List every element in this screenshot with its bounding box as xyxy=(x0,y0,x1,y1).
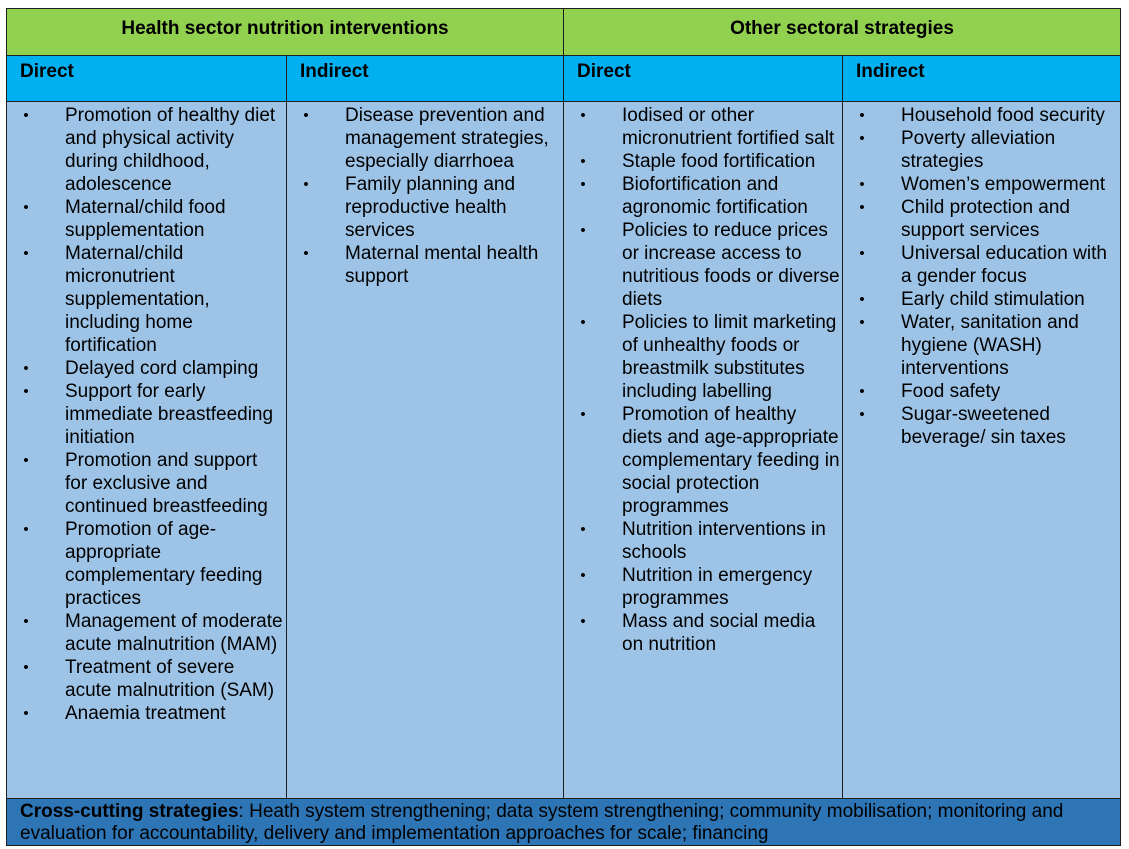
list-item xyxy=(578,518,840,564)
footer-text: : Heath system strengthening; data system strengthening; community mobilisation; monitoring and evaluation for accountability, delivery and implementation approaches for scale; financing xyxy=(20,801,1064,844)
list-item-text: Maternal/child food supplementation xyxy=(65,197,226,241)
subheader-label: Direct xyxy=(577,61,631,82)
list-item xyxy=(857,173,1119,196)
list-item-text: Anaemia treatment xyxy=(65,703,226,724)
list-item xyxy=(301,173,563,242)
list-item-text: Promotion and support for exclusive and continued breastfeeding xyxy=(65,450,268,517)
list-item xyxy=(301,104,563,173)
list-item xyxy=(857,311,1119,380)
list-item-text: Early child stimulation xyxy=(901,289,1085,310)
bullet-list xyxy=(857,104,1119,449)
subheader-health-indirect xyxy=(286,55,564,102)
list-item-text: Family planning and reproductive health services xyxy=(345,174,516,241)
list-item xyxy=(857,403,1119,449)
subheader-health-direct xyxy=(6,55,287,102)
bullet-list xyxy=(578,104,840,656)
bullet-icon: • xyxy=(580,153,586,170)
list-item xyxy=(301,242,563,288)
bullet-icon: • xyxy=(580,521,586,538)
subheader-label: Indirect xyxy=(856,61,925,82)
list-item-text: Policies to reduce prices or increase access to nutritious foods or diverse diets xyxy=(622,220,840,310)
header-other-sectoral xyxy=(563,8,1121,56)
list-item xyxy=(578,564,840,610)
subheader-other-direct xyxy=(563,55,843,102)
bullet-icon: • xyxy=(580,107,586,124)
bullet-icon: • xyxy=(23,521,29,538)
list-item xyxy=(578,403,840,518)
list-item xyxy=(857,196,1119,242)
bullet-icon: • xyxy=(580,176,586,193)
list-item-text: Support for early immediate breastfeeding initiation xyxy=(65,381,274,448)
column-health-direct xyxy=(6,101,287,799)
bullet-icon: • xyxy=(23,705,29,722)
bullet-icon: • xyxy=(859,130,865,147)
list-item-text: Biofortification and agronomic fortification xyxy=(622,174,808,218)
list-item-text: Mass and social media on nutrition xyxy=(622,611,816,655)
list-item xyxy=(21,380,283,449)
column-health-indirect xyxy=(286,101,564,799)
list-item xyxy=(578,104,840,150)
bullet-icon: • xyxy=(859,107,865,124)
list-item-text: Disease prevention and management strategies, especially diarrhoea xyxy=(345,105,549,172)
list-item xyxy=(21,702,283,725)
bullet-icon: • xyxy=(23,107,29,124)
list-item-text: Nutrition in emergency programmes xyxy=(622,565,813,609)
list-item xyxy=(857,242,1119,288)
list-item-text: Iodised or other micronutrient fortified salt xyxy=(622,105,835,149)
list-item-text: Food safety xyxy=(901,381,1001,402)
list-item xyxy=(21,449,283,518)
list-item xyxy=(21,518,283,610)
list-item-text: Sugar-sweetened beverage/ sin taxes xyxy=(901,404,1066,448)
bullet-icon: • xyxy=(23,199,29,216)
list-item xyxy=(21,357,283,380)
bullet-icon: • xyxy=(23,613,29,630)
list-item-text: Promotion of healthy diets and age-appropriate complementary feeding in social protection programmes xyxy=(622,404,840,517)
subheader-label: Indirect xyxy=(300,61,369,82)
bullet-icon: • xyxy=(580,314,586,331)
list-item xyxy=(857,127,1119,173)
bullet-icon: • xyxy=(303,176,309,193)
header-health-title: Health sector nutrition interventions xyxy=(121,18,449,39)
list-item xyxy=(578,610,840,656)
bullet-icon: • xyxy=(859,383,865,400)
list-item-text: Delayed cord clamping xyxy=(65,358,259,379)
column-other-direct xyxy=(563,101,843,799)
header-other-title: Other sectoral strategies xyxy=(730,18,954,39)
bullet-icon: • xyxy=(580,222,586,239)
list-item xyxy=(857,288,1119,311)
column-other-indirect xyxy=(842,101,1121,799)
bullet-icon: • xyxy=(580,567,586,584)
footer-label: Cross-cutting strategies xyxy=(20,801,239,822)
list-item xyxy=(857,104,1119,127)
list-item-text: Poverty alleviation strategies xyxy=(901,128,1056,172)
bullet-icon: • xyxy=(23,360,29,377)
bullet-icon: • xyxy=(23,659,29,676)
list-item-text: Child protection and support services xyxy=(901,197,1070,241)
list-item-text: Women’s empowerment xyxy=(901,174,1106,195)
list-item xyxy=(21,610,283,656)
list-item-text: Policies to limit marketing of unhealthy foods or breastmilk substitutes including labelling xyxy=(622,312,837,402)
bullet-icon: • xyxy=(23,383,29,400)
list-item xyxy=(578,311,840,403)
subheader-other-indirect xyxy=(842,55,1121,102)
list-item-text: Universal education with a gender focus xyxy=(901,243,1107,287)
list-item xyxy=(578,173,840,219)
bullet-icon: • xyxy=(859,176,865,193)
list-item xyxy=(578,219,840,311)
list-item-text: Staple food fortification xyxy=(622,151,816,172)
bullet-icon: • xyxy=(23,452,29,469)
footer-cross-cutting xyxy=(6,798,1121,846)
list-item-text: Promotion of healthy diet and physical activity during childhood, adolescence xyxy=(65,105,276,195)
list-item xyxy=(21,656,283,702)
list-item-text: Promotion of age-appropriate complementary feeding practices xyxy=(65,519,263,609)
list-item-text: Nutrition interventions in schools xyxy=(622,519,826,563)
bullet-icon: • xyxy=(859,199,865,216)
bullet-icon: • xyxy=(859,314,865,331)
list-item xyxy=(21,196,283,242)
list-item-text: Maternal mental health support xyxy=(345,243,539,287)
bullet-icon: • xyxy=(580,406,586,423)
bullet-list xyxy=(21,104,283,725)
list-item-text: Maternal/child micronutrient supplementation, including home fortification xyxy=(65,243,210,356)
bullet-icon: • xyxy=(303,245,309,262)
list-item-text: Treatment of severe acute malnutrition (SAM) xyxy=(65,657,275,701)
bullet-icon: • xyxy=(23,245,29,262)
list-item xyxy=(578,150,840,173)
list-item-text: Management of moderate acute malnutrition (MAM) xyxy=(65,611,283,655)
bullet-icon: • xyxy=(580,613,586,630)
subheader-label: Direct xyxy=(20,61,74,82)
header-health-sector xyxy=(6,8,564,56)
list-item xyxy=(21,242,283,357)
bullet-icon: • xyxy=(859,291,865,308)
bullet-icon: • xyxy=(859,406,865,423)
list-item xyxy=(21,104,283,196)
list-item-text: Water, sanitation and hygiene (WASH) interventions xyxy=(901,312,1079,379)
list-item-text: Household food security xyxy=(901,105,1105,126)
bullet-icon: • xyxy=(303,107,309,124)
bullet-icon: • xyxy=(859,245,865,262)
bullet-list xyxy=(301,104,563,288)
list-item xyxy=(857,380,1119,403)
